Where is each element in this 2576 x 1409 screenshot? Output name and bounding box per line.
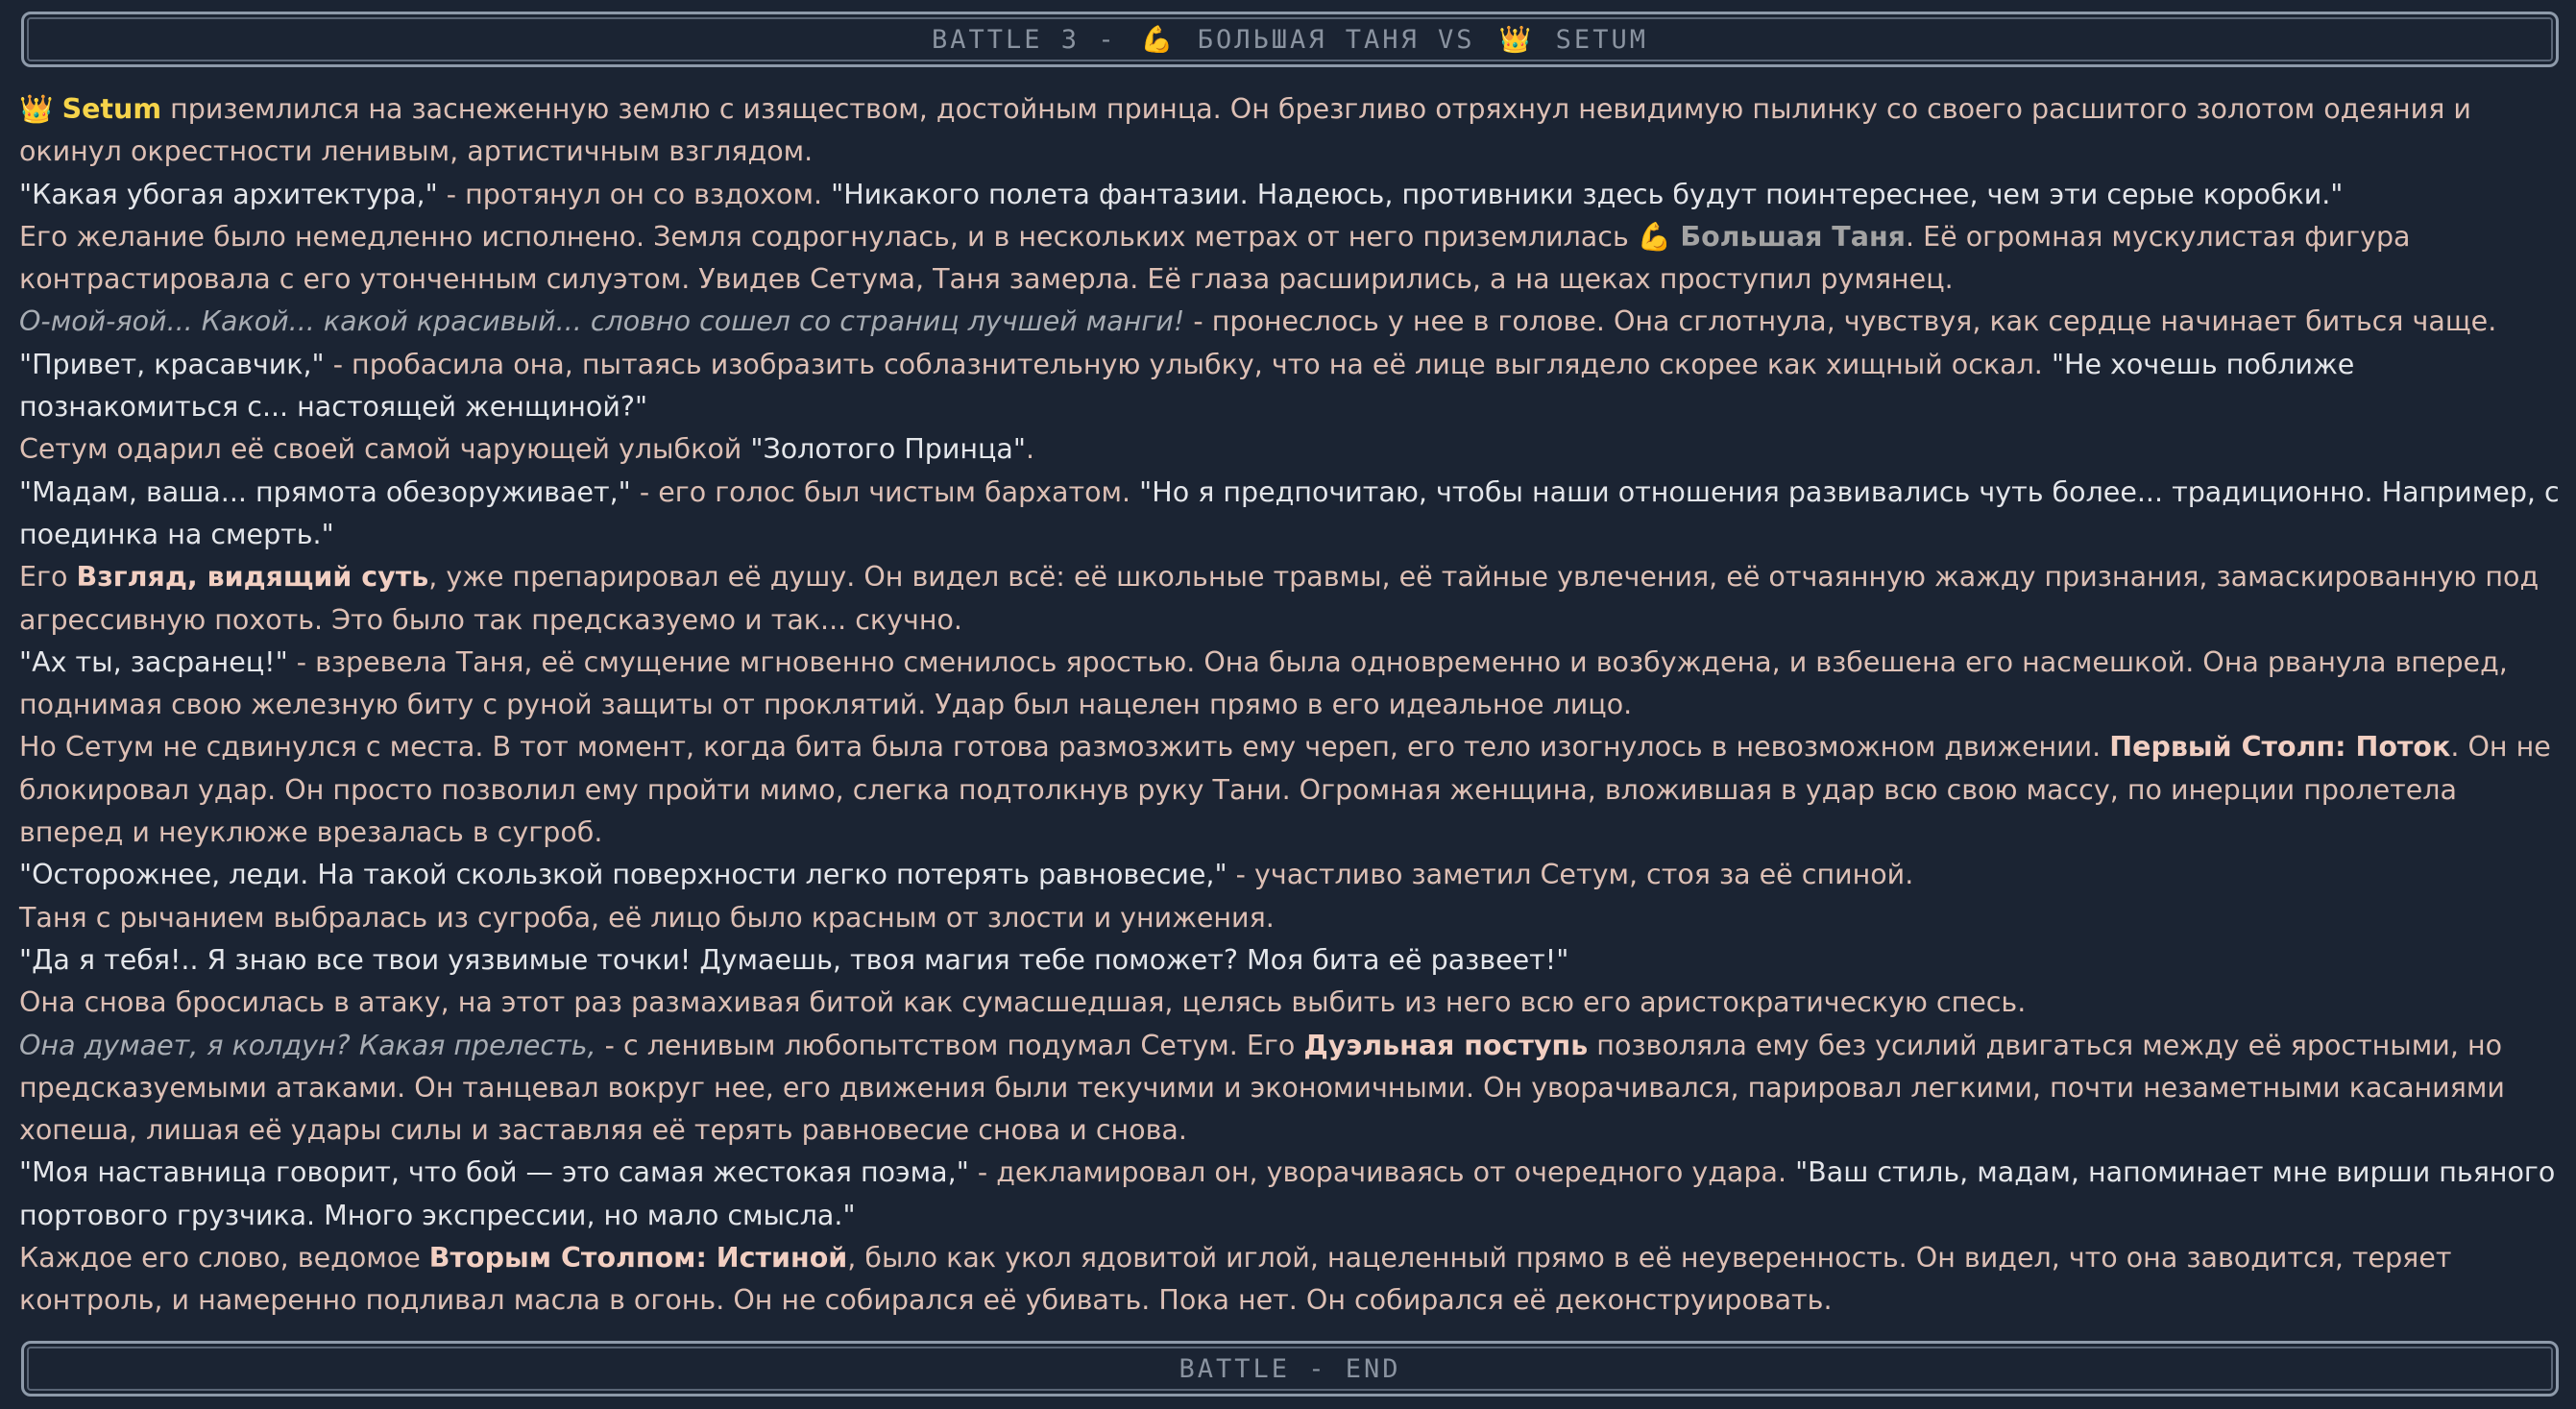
narrative-paragraph <box>19 556 2560 642</box>
dialogue-line: "Привет, красавчик," <box>19 348 325 380</box>
narrative-paragraph <box>19 897 2560 939</box>
narrative-paragraph <box>19 428 2560 471</box>
narrative-paragraph <box>19 472 2560 557</box>
dialogue-line: "Да я тебя!.. Я знаю все твои уязвимые точки! Думаешь, твоя магия тебе поможет? Моя бита её развеет!" <box>19 943 1569 976</box>
narrative-paragraph <box>19 174 2560 216</box>
inner-thought: О-мой-яой... Какой... какой красивый... словно сошел со страниц лучшей манги! <box>19 305 1185 338</box>
battle-footer-banner <box>21 1341 2559 1397</box>
narrative-paragraph <box>19 1237 2560 1323</box>
narrative-text: Каждое его слово, ведомое <box>19 1242 429 1275</box>
dialogue-line: "Но я предпочитаю, чтобы наши отношения развивались чуть более... традиционно. Например, с поединка на смерть." <box>19 475 2560 550</box>
narrative-paragraph <box>19 216 2560 302</box>
narrative-text: - взревела Таня, её смущение мгновенно сменилось яростью. Она была одновременно и возбуждена, и взбешена его насмешкой. Она рванула вперед, поднимая свою железную биту с руной защиты от проклятий. Удар был нацелен прямо в его идеальное лицо. <box>19 645 2508 721</box>
inner-thought: Она думает, я колдун? Какая прелесть, <box>19 1029 596 1061</box>
narrative-text: - с ленивым любопытством подумал Сетум. Его <box>595 1029 1304 1061</box>
narrative-text: - его голос был чистым бархатом. <box>630 475 1140 508</box>
technique-name: Дуэльная поступь <box>1303 1029 1589 1061</box>
dialogue-line: "Золотого Принца" <box>750 433 1026 466</box>
narrative-text: . Её огромная мускулистая фигура контрастировала с его утонченным силуэтом. Увидев Сетума, Таня замерла. Её глаза расширились, а на щеках проступил румянец. <box>19 220 2411 296</box>
battle-narrative <box>19 88 2560 1323</box>
crown-icon: 👑 <box>1498 25 1532 55</box>
narrative-paragraph <box>19 344 2560 429</box>
dialogue-line: "Моя наставница говорит, что бой — это самая жестокая поэма," <box>19 1156 969 1189</box>
narrative-text: - протянул он со вздохом. <box>437 178 832 210</box>
character-name-setum: Setum <box>61 93 162 125</box>
dialogue-line: "Ах ты, засранец!" <box>19 645 288 678</box>
narrative-text: приземлился на заснеженную землю с изяществом, достойным принца. Он брезгливо отряхнул невидимую пылинку со своего расшитого золотом одеяния и окинул окрестности ленивым, артистичным взглядом. <box>19 93 2471 168</box>
technique-name: Первый Столп: Поток <box>2109 731 2451 764</box>
narrative-text: , уже препарировал её душу. Он видел всё: её школьные травмы, её тайные увлечения, её отчаянную жажду признания, замаскированную под агрессивную похоть. Это было так предсказуемо и так... скучно. <box>19 561 2540 636</box>
narrative-text: - пробасила она, пытаясь изобразить соблазнительную улыбку, что на её лице выглядело скорее как хищный оскал. <box>324 348 2052 380</box>
character-name-tanya: Большая Таня <box>1680 220 1906 253</box>
narrative-text: - декламировал он, уворачиваясь от очередного удара. <box>968 1156 1796 1189</box>
dialogue-line: "Мадам, ваша... прямота обезоруживает," <box>19 475 631 508</box>
dialogue-line: "Какая убогая архитектура," <box>19 178 438 210</box>
narrative-text: . Он не блокировал удар. Он просто позволил ему пройти мимо, слегка подтолкнув руку Тани. Огромная женщина, вложившая в удар всю свою массу, по инерции пролетела вперед и неуклюже врезалась в сугроб. <box>19 731 2551 849</box>
narrative-text: Сетум одарил её своей самой чарующей улыбкой <box>19 433 751 466</box>
narrative-paragraph <box>19 1025 2560 1153</box>
narrative-text: , было как укол ядовитой иглой, нацеленный прямо в её неуверенность. Он видел, что она заводится, теряет контроль, и намеренно подливал масла в огонь. Он не собирался её убивать. Пока нет. Он собирался её деконструировать. <box>19 1242 2452 1317</box>
dialogue-line: "Осторожнее, леди. На такой скользкой поверхности легко потерять равновесие," <box>19 859 1227 891</box>
narrative-text: Но Сетум не сдвинулся с места. В тот момент, когда бита была готова размозжить ему череп, его тело изогнулось в невозможном движении. <box>19 731 2110 764</box>
technique-name: Вторым Столпом: Истиной <box>428 1242 848 1275</box>
narrative-text: . <box>1026 433 1035 466</box>
narrative-text: Она снова бросилась в атаку, на этот раз размахивая битой как сумасшедшая, целясь выбить из него всю его аристократическую спесь. <box>19 986 2027 1019</box>
narrative-paragraph <box>19 642 2560 727</box>
dialogue-line: "Не хочешь поближе познакомиться с... настоящей женщиной?" <box>19 348 2355 424</box>
narrative-paragraph <box>19 726 2560 854</box>
narrative-paragraph <box>19 854 2560 896</box>
technique-name: Взгляд, видящий суть <box>76 561 429 594</box>
crown-icon: 👑 <box>19 93 54 125</box>
battle-title-matchup: БОЛЬШАЯ ТАНЯ VS <box>1179 24 1494 55</box>
narrative-text: Его желание было немедленно исполнено. Земля содрогнулась, и в нескольких метрах от него приземлилась <box>19 220 1638 253</box>
battle-end-label: BATTLE - END <box>1179 1353 1401 1384</box>
narrative-paragraph <box>19 301 2560 343</box>
narrative-paragraph <box>19 1152 2560 1237</box>
battle-title-prefix: BATTLE 3 - <box>932 24 1135 55</box>
dialogue-line: "Никакого полета фантазии. Надеюсь, противники здесь будут поинтереснее, чем эти серые коробки." <box>831 178 2344 210</box>
narrative-text: Его <box>19 561 77 594</box>
narrative-paragraph <box>19 88 2560 174</box>
flexed-biceps-icon: 💪 <box>1140 25 1174 55</box>
narrative-text: - участливо заметил Сетум, стоя за её спиной. <box>1227 859 1914 891</box>
narrative-paragraph <box>19 982 2560 1024</box>
narrative-paragraph <box>19 939 2560 982</box>
narrative-text <box>54 93 62 125</box>
battle-header-banner <box>21 12 2559 67</box>
narrative-text: позволяла ему без усилий двигаться между её яростными, но предсказуемыми атаками. Он танцевал вокруг нее, его движения были текучими и экономичными. Он уворачивался, парировал легкими, почти незаметными касаниями хопеша, лишая её удары силы и заставляя её терять равновесие снова и снова. <box>19 1029 2505 1147</box>
narrative-text: - пронеслось у нее в голове. Она сглотнула, чувствуя, как сердце начинает биться чаще. <box>1184 305 2497 338</box>
battle-title-opponent: SETUM <box>1537 24 1648 55</box>
narrative-text: Таня с рычанием выбралась из сугроба, её лицо было красным от злости и унижения. <box>19 901 1275 934</box>
flexed-biceps-icon: 💪 <box>1637 220 1672 253</box>
dialogue-line: "Ваш стиль, мадам, напоминает мне вирши пьяного портового грузчика. Много экспрессии, но мало смысла." <box>19 1156 2556 1231</box>
